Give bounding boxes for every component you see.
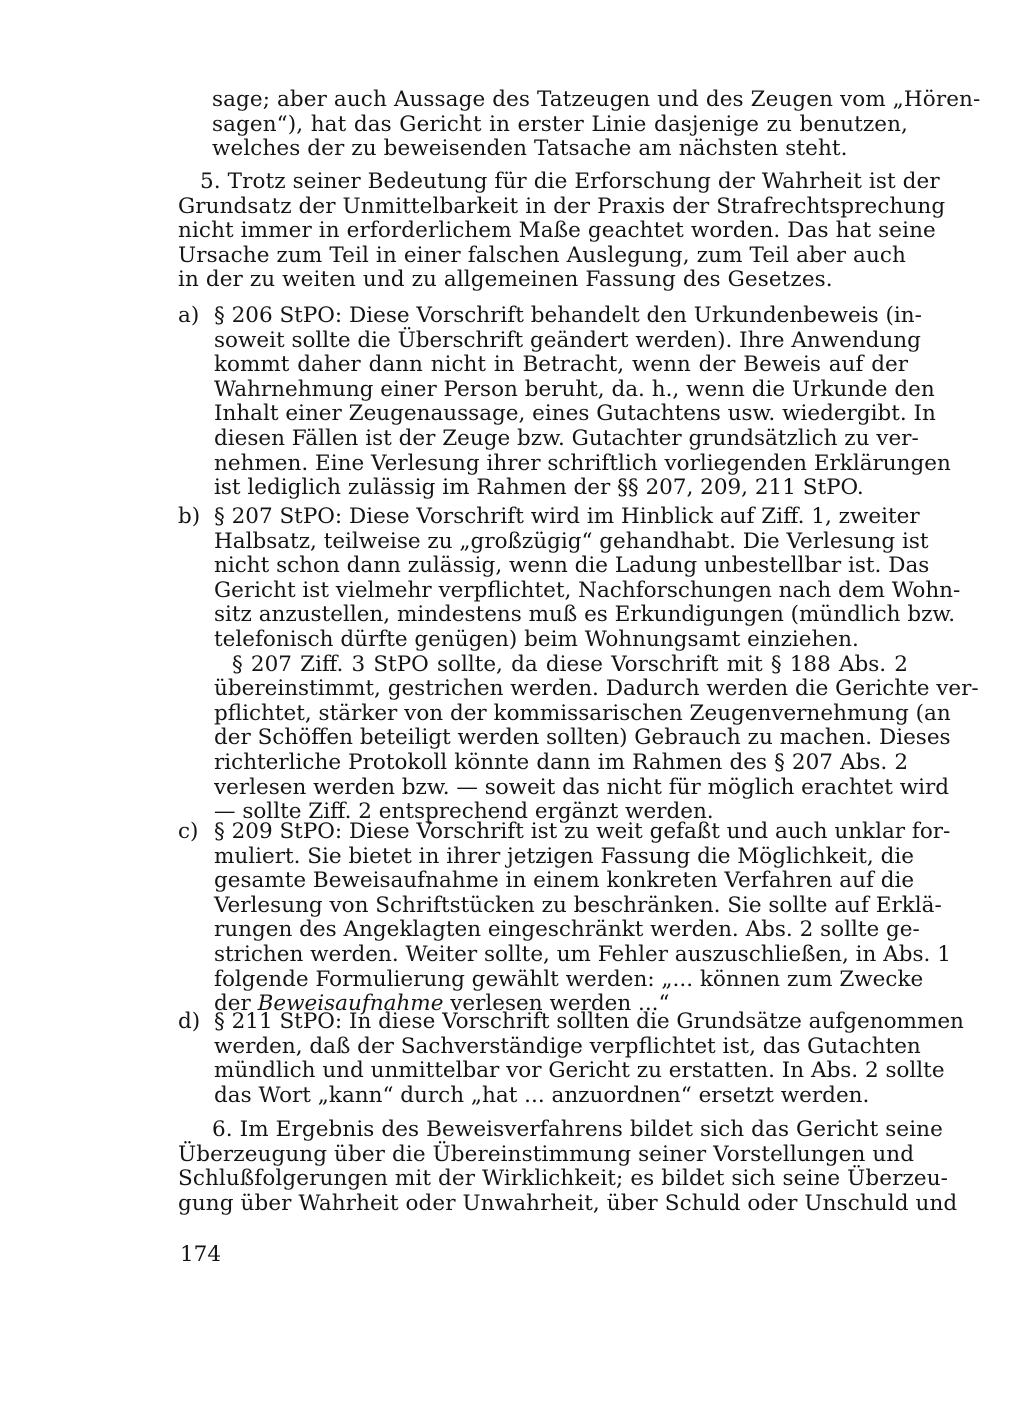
text-line: Grundsatz der Unmittelbarkeit in der Praxis der Strafrechtsprechung [178,193,946,219]
text-line: nicht immer in erforderlichem Maße geachtet worden. Das hat seine [178,218,936,244]
text-line: verlesen werden bzw. — soweit das nicht für möglich erachtet wird [214,774,950,800]
text-line: 6. Im Ergebnis des Beweisverfahrens bildet sich das Gericht seine [212,1117,943,1142]
text-line: kommt daher dann nicht in Betracht, wenn der Beweis auf der [214,352,908,378]
text-line: übereinstimmt, gestrichen werden. Dadurch werden die Gerichte ver- [214,676,979,702]
text-fragment: der [214,991,258,1017]
text-line: § 211 StPO: In diese Vorschrift sollten die Grundsätze aufgenommen [214,1009,964,1034]
list-item-body [214,819,951,1017]
list-marker: b) [178,504,201,529]
list-item-d [178,1009,964,1108]
text-line: sage; aber auch Aussage des Tatzeugen und des Zeugen vom „Hören- [212,87,981,112]
text-line: nicht schon dann zulässig, wenn die Ladung unbestellbar ist. Das [214,553,930,579]
text-fragment: verlesen werden ...“ [443,991,670,1017]
list-marker: a) [178,303,200,328]
list-marker: d) [178,1009,201,1034]
text-line: mündlich und unmittelbar vor Gericht zu erstatten. In Abs. 2 sollte [214,1058,945,1084]
text-line: Ursache zum Teil in einer falschen Auslegung, zum Teil aber auch [178,242,906,268]
text-line: soweit sollte die Überschrift geändert werden). Ihre Anwendung [214,327,921,353]
emphasis-text: Beweisaufnahme [257,991,444,1017]
text-line: gesamte Beweisaufnahme in einem konkreten Verfahren auf die [214,868,915,894]
text-line: telefonisch dürfte genügen) beim Wohnungsamt einziehen. [214,626,859,652]
text-line: nehmen. Eine Verlesung ihrer schriftlich vorliegenden Erklärungen [214,450,951,476]
list-item-b [178,504,979,825]
text-line: Wahrnehmung einer Person beruht, da. h., wenn die Urkunde den [214,376,935,402]
text-line: in der zu weiten und zu allgemeinen Fassung des Gesetzes. [178,267,833,293]
text-line: richterliche Protokoll könnte dann im Rahmen des § 207 Abs. 2 [214,749,908,775]
text-line: 5. Trotz seiner Bedeutung für die Erforschung der Wahrheit ist der [200,169,940,194]
text-line: Inhalt einer Zeugenaussage, eines Gutachtens usw. wiedergibt. In [214,401,936,427]
text-line: ist lediglich zulässig im Rahmen der §§ 207, 209, 211 StPO. [214,475,864,501]
paragraph-intro [212,87,981,162]
text-line: diesen Fällen ist der Zeuge bzw. Gutachter grundsätzlich zu ver- [214,425,919,451]
text-line: das Wort „kann“ durch „hat ... anzuordnen“ ersetzt werden. [214,1082,870,1108]
list-item-body [214,1009,964,1108]
paragraph-5 [178,169,946,293]
text-line: Überzeugung über die Übereinstimmung seiner Vorstellungen und [178,1141,915,1167]
text-line: folgende Formulierung gewählt werden: „... können zum Zwecke [214,966,924,992]
list-marker: c) [178,819,199,844]
list-item-body [214,303,951,501]
text-line: Halbsatz, teilweise zu „großzügig“ gehandhabt. Die Verlesung ist [214,528,929,554]
text-line: sagen“), hat das Gericht in erster Linie dasjenige zu benutzen, [212,111,908,137]
text-line: § 209 StPO: Diese Vorschrift ist zu weit gefaßt und auch unklar for- [214,819,951,844]
text-line: muliert. Sie bietet in ihrer jetzigen Fassung die Möglichkeit, die [214,843,914,869]
page-number: 174 [180,1242,222,1267]
text-line: § 207 StPO: Diese Vorschrift wird im Hinblick auf Ziff. 1, zweiter [214,504,920,529]
text-line: Schlußfolgerungen mit der Wirklichkeit; es bildet sich seine Überzeu- [178,1166,949,1192]
text-line: welches der zu beweisenden Tatsache am nächsten steht. [212,136,848,162]
text-line: § 207 Ziff. 3 StPO sollte, da diese Vorschrift mit § 188 Abs. 2 [232,651,908,677]
text-line: § 206 StPO: Diese Vorschrift behandelt den Urkundenbeweis (in- [214,303,922,328]
text-line: gung über Wahrheit oder Unwahrheit, über Schuld oder Unschuld und [178,1190,958,1216]
text-line: werden, daß der Sachverständige verpflichtet ist, das Gutachten [214,1033,921,1059]
text-line: Verlesung von Schriftstücken zu beschränken. Sie sollte auf Erklä- [214,892,942,918]
paragraph-6 [178,1117,958,1216]
text-line: sitz anzustellen, mindestens muß es Erkundigungen (mündlich bzw. [214,602,956,628]
list-item-body [214,504,979,825]
list-item-a [178,303,951,501]
text-line: der Schöffen beteiligt werden sollten) Gebrauch zu machen. Dieses [214,725,951,751]
text-line: pflichtet, stärker von der kommissarischen Zeugenvernehmung (an [214,700,951,726]
list-item-c [178,819,951,1017]
text-line: strichen werden. Weiter sollte, um Fehler auszuschließen, in Abs. 1 [214,941,951,967]
text-line: Gericht ist vielmehr verpflichtet, Nachforschungen nach dem Wohn- [214,577,961,603]
text-line: — sollte Ziff. 2 entsprechend ergänzt werden. [214,799,714,825]
text-line: rungen des Angeklagten eingeschränkt werden. Abs. 2 sollte ge- [214,917,920,943]
